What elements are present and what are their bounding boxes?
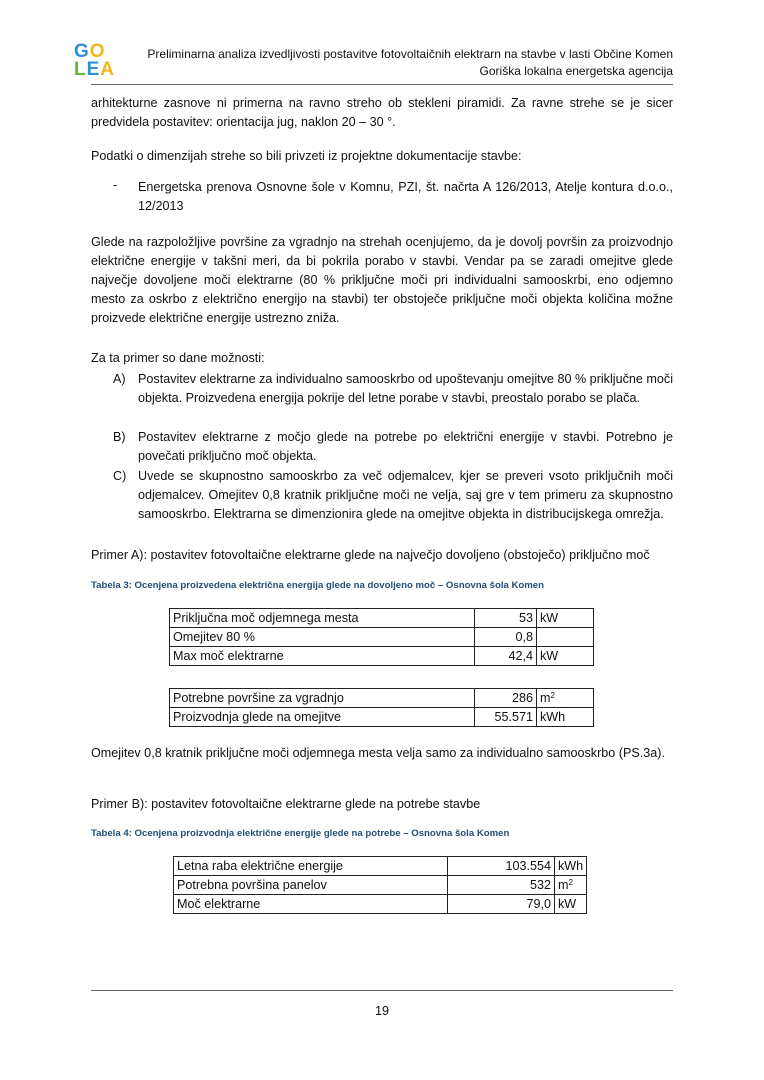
unit-text: m [540,691,551,705]
logo-letter: L [74,59,87,80]
table-cell-label: Priključna moč odjemnega mesta [170,609,475,628]
table-row [170,609,594,628]
table-cell-label: Potrebne površine za vgradnjo [170,689,475,708]
table-cell-value: 79,0 [448,895,555,914]
table-cell-unit [537,628,594,647]
unit-superscript: 2 [550,691,555,700]
logo-letter: O [89,41,106,62]
header-agency: Goriška lokalna energetska agencija [479,64,673,78]
unit-text: kWh [558,859,584,873]
unit-superscript: 2 [568,878,573,887]
option-b-letter: B) [113,430,126,444]
table-cell-value: 532 [448,876,555,895]
option-c-text: Uvede se skupnostno samooskrbo za več odjemalcev, kjer se preveri vsoto priključnih moči odjemalcev. Omejitev 0,8 kratnik priključne moči ne velja, saj gre v tem primeru za skupnostno samooskrbo. Elektrarna se dimenzionira glede na omejitve objekta in distribucijskega omrežja. [138,469,673,521]
table-cell-value: 286 [475,689,537,708]
table-row [170,689,594,708]
table-row [170,628,594,647]
table-cell-value: 55.571 [475,708,537,727]
table-3b [169,688,594,727]
table-cell-value: 103.554 [448,857,555,876]
table-row [170,647,594,666]
bullet-item: Energetska prenova Osnovne šole v Komnu, PZI, št. načrta A 126/2013, Atelje kontura d.o.o., 12/2013 [138,180,673,213]
table-cell-unit [555,876,587,895]
option-b-text: Postavitev elektrarne z močjo glede na potrebe po električni energije v stavbi. Potrebno je povečati priključno moč objekta. [138,430,673,463]
table-cell-value: 42,4 [475,647,537,666]
logo-letter: A [100,59,116,80]
golea-logo [74,42,118,80]
logo-bottom-text [74,60,115,79]
table-cell-unit [537,689,594,708]
table-row [174,895,587,914]
option-a-text: Postavitev elektrarne za individualno samooskrbo od upoštevanju omejitve 80 % priključne moči objekta. Proizvedena energija pokrije del letne porabe v stavbi, preostalo porabo se plača. [138,372,673,405]
paragraph-2: Podatki o dimenzijah strehe so bili privzeti iz projektne dokumentacije stavbe: [91,149,522,163]
logo-letter: E [86,59,101,80]
page-header [147,46,673,80]
primer-a-heading: Primer A): postavitev fotovoltaične elektrarne glede na največjo dovoljeno (obstoječo) priključno moč [91,548,650,562]
unit-text: kWh [540,710,566,724]
table-3a [169,608,594,666]
table-cell-value: 53 [475,609,537,628]
table-row [174,876,587,895]
logo-letter: G [74,41,90,62]
table-row [170,708,594,727]
paragraph-4: Za ta primer so dane možnosti: [91,351,265,365]
table-cell-label: Proizvodnja glede na omejitve [170,708,475,727]
header-title: Preliminarna analiza izvedljivosti postavitve fotovoltaičnih elektrarn na stavbe v lasti Občine Komen [147,47,673,61]
table-cell-label: Moč elektrarne [174,895,448,914]
primer-b-heading: Primer B): postavitev fotovoltaične elektrarne glede na potrebe stavbe [91,797,481,811]
page-number: 19 [374,1004,389,1018]
bullet-marker: - [113,178,118,192]
footer-divider [91,990,673,991]
table-cell-unit [555,895,587,914]
table-cell-label: Potrebna površina panelov [174,876,448,895]
table-cell-value: 0,8 [475,628,537,647]
table-cell-unit [537,708,594,727]
table-cell-unit: kW [537,647,594,666]
paragraph-3: Glede na razpoložljive površine za vgradnjo na strehah ocenjujemo, da je dovolj površin za proizvodnjo električne energije v takšni meri, da bi pokrila porabo v stavbi. Vendar pa se zaradi omejitve glede največje dovoljene moči elektrarne (80 % priključne moči pri individualni samooskrbi, eno odjemno mesto za oskrbo z električno energijo na stavbi) ter obstoječe priključne moči objekta količina možne proizvede električne energije ustrezno zniža. [91,235,673,325]
option-a-letter: A) [113,372,126,386]
table-cell-unit: kW [537,609,594,628]
table-cell-label: Letna raba električne energije [174,857,448,876]
option-c-letter: C) [113,469,127,483]
paragraph-5: Omejitev 0,8 kratnik priključne moči odjemnega mesta velja samo za individualno samooskrbo (PS.3a). [91,746,665,760]
table-3-caption: Tabela 3: Ocenjena proizvedena električna energija glede na dovoljeno moč – Osnovna šola Komen [91,580,544,591]
table-cell-label: Omejitev 80 % [170,628,475,647]
unit-text: kW [558,897,577,911]
paragraph-1: arhitekturne zasnove ni primerna na ravno streho ob stekleni piramidi. Za ravne strehe se je sicer predvidela postavitev: orientacija jug, naklon 20 – 30 °. [91,96,673,129]
table-4-caption: Tabela 4: Ocenjena proizvodnja električne energije glede na potrebe – Osnovna šola Komen [91,828,510,839]
header-divider [91,84,673,85]
table-cell-unit [555,857,587,876]
table-cell-label: Max moč elektrarne [170,647,475,666]
unit-text: m [558,878,569,892]
table-row [174,857,587,876]
table-4 [173,856,587,914]
